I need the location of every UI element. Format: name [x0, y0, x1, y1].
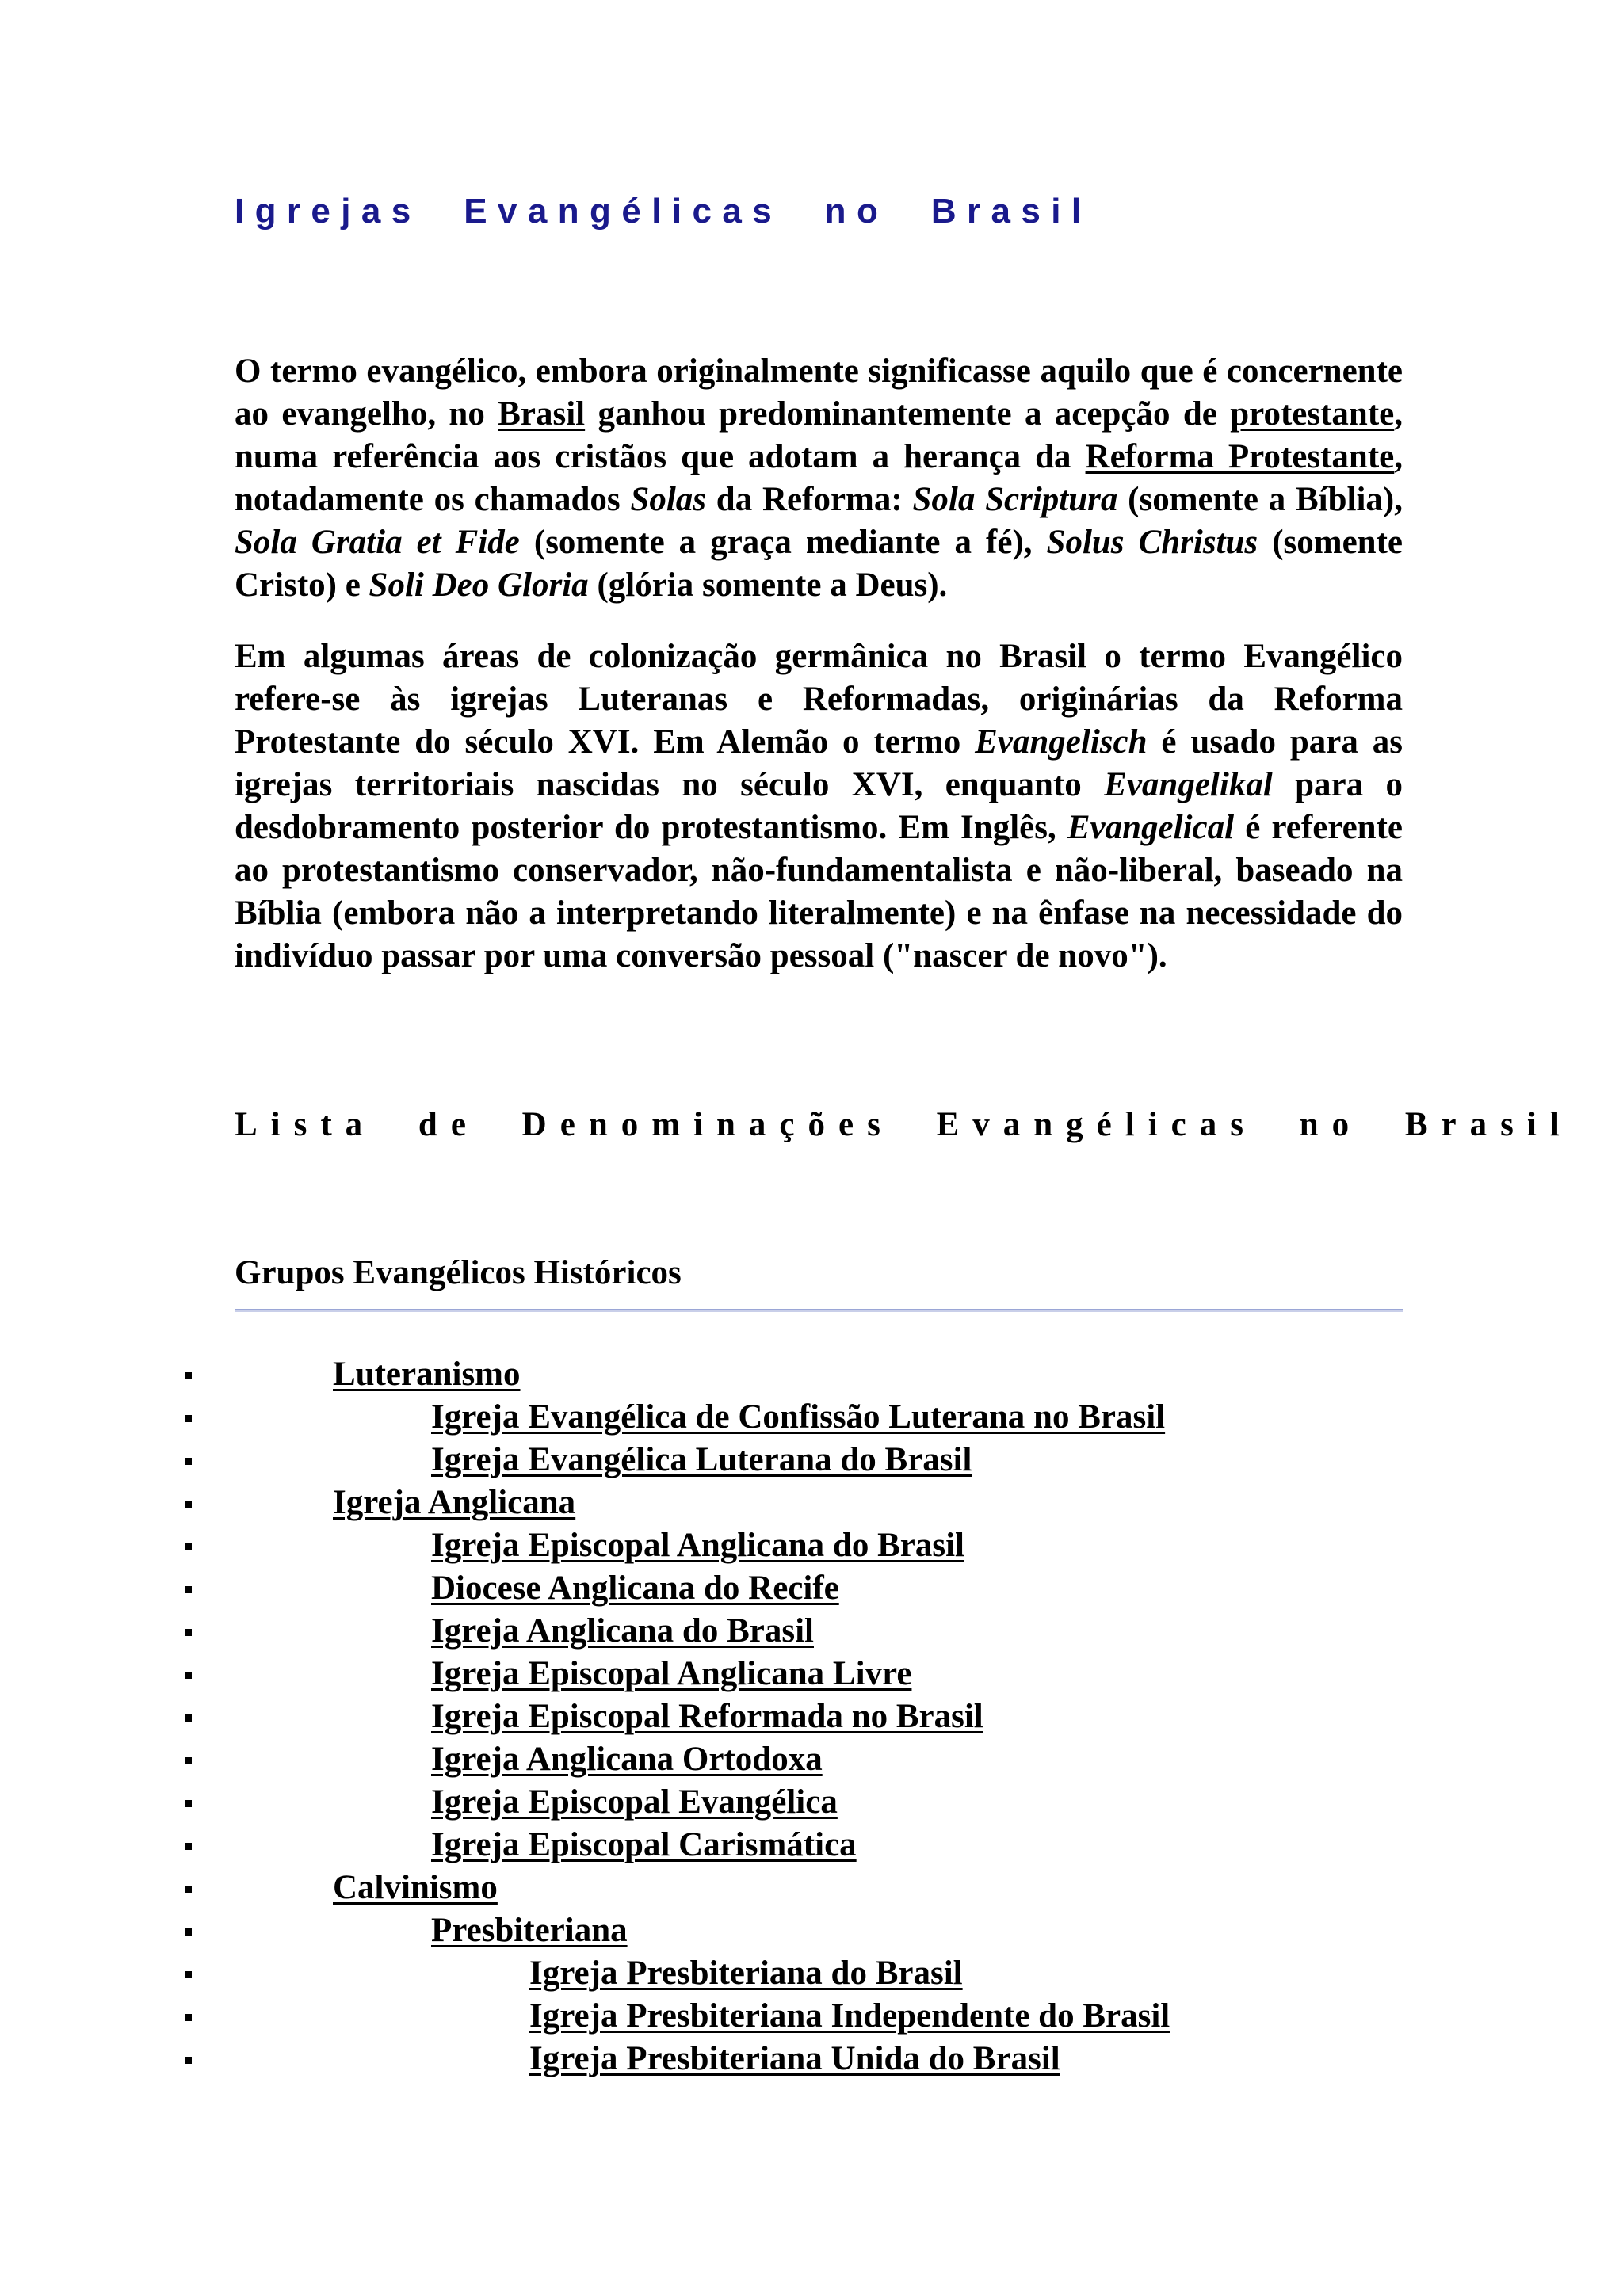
brasil-link[interactable]: Brasil	[498, 395, 586, 433]
intro-paragraph-2	[235, 635, 1403, 978]
square-bullet-icon	[185, 1757, 192, 1764]
square-bullet-icon	[185, 1714, 192, 1722]
square-bullet-icon	[185, 1458, 192, 1465]
denomination-link[interactable]: Igreja Presbiteriana do Brasil	[529, 1955, 963, 1992]
text-run: para o desdobramento posterior do protestantismo. Em Inglês,	[235, 766, 1403, 846]
denomination-link[interactable]: Igreja Presbiteriana Unida do Brasil	[529, 2040, 1060, 2077]
list-item	[0, 1738, 1623, 1781]
text-run: (somente a Bíblia),	[1117, 481, 1403, 518]
list-item	[0, 1653, 1623, 1695]
denomination-link[interactable]: Igreja Episcopal Anglicana Livre	[431, 1655, 912, 1692]
denomination-link[interactable]: Luteranismo	[333, 1356, 521, 1393]
italic-term-evangelikal: Evangelikal	[1104, 766, 1273, 803]
square-bullet-icon	[185, 2057, 192, 2064]
denomination-link[interactable]: Igreja Evangélica de Confissão Luterana no Brasil	[431, 1398, 1166, 1436]
square-bullet-icon	[185, 1415, 192, 1422]
italic-term-solas: Solas	[630, 481, 707, 518]
square-bullet-icon	[185, 1672, 192, 1679]
list-item	[0, 1524, 1623, 1567]
text-run: , notadamente os chamados	[235, 438, 1403, 518]
square-bullet-icon	[185, 2014, 192, 2021]
denomination-link[interactable]: Igreja Episcopal Reformada no Brasil	[431, 1698, 983, 1735]
text-run: é usado para as igrejas territoriais nascidas no século XVI, enquanto	[235, 723, 1403, 803]
list-item	[0, 1695, 1623, 1738]
protestante-link[interactable]: protestante	[1230, 395, 1395, 433]
italic-term-sola-scriptura: Sola Scriptura	[912, 481, 1118, 518]
square-bullet-icon	[185, 1886, 192, 1893]
square-bullet-icon	[185, 1800, 192, 1807]
group-heading: Grupos Evangélicos Históricos	[235, 1254, 682, 1291]
intro-section	[235, 350, 1403, 978]
list-item	[0, 1567, 1623, 1610]
page-title: Igrejas Evangélicas no Brasil	[235, 192, 1092, 231]
text-run: (somente Cristo) e	[235, 524, 1403, 604]
italic-term-sola-gratia: Sola Gratia et Fide	[235, 524, 520, 561]
denomination-link[interactable]: Diocese Anglicana do Recife	[431, 1569, 839, 1607]
square-bullet-icon	[185, 1586, 192, 1593]
italic-term-evangelical: Evangelical	[1067, 809, 1235, 846]
italic-term-evangelisch: Evangelisch	[975, 723, 1148, 761]
list-item	[0, 1396, 1623, 1439]
list-title: Lista de Denominações Evangélicas no Brasil	[235, 1106, 1573, 1143]
denomination-link[interactable]: Igreja Anglicana Ortodoxa	[431, 1741, 823, 1778]
denomination-link[interactable]: Calvinismo	[333, 1869, 498, 1906]
list-item	[0, 1781, 1623, 1824]
text-run: (somente a graça mediante a fé),	[519, 524, 1047, 561]
denomination-list	[0, 1353, 1623, 2081]
list-item	[0, 1909, 1623, 1952]
text-run: O termo evangélico, embora originalmente significasse aquilo que é concernente ao evangelho, no	[235, 353, 1403, 433]
italic-term-solus-christus: Solus Christus	[1046, 524, 1258, 561]
list-item	[0, 1867, 1623, 1909]
square-bullet-icon	[185, 1843, 192, 1850]
square-bullet-icon	[185, 1928, 192, 1936]
list-item	[0, 2038, 1623, 2081]
denomination-link[interactable]: Igreja Episcopal Evangélica	[431, 1783, 838, 1821]
list-item	[0, 1482, 1623, 1524]
square-bullet-icon	[185, 1971, 192, 1978]
denomination-link[interactable]: Igreja Presbiteriana Independente do Brasil	[529, 1997, 1170, 2035]
list-item	[0, 1353, 1623, 1396]
denomination-link[interactable]: Igreja Episcopal Carismática	[431, 1826, 857, 1863]
square-bullet-icon	[185, 1372, 192, 1379]
heading-divider	[235, 1309, 1403, 1312]
list-item	[0, 1610, 1623, 1653]
denomination-link[interactable]: Igreja Anglicana	[333, 1484, 576, 1521]
denomination-link[interactable]: Igreja Anglicana do Brasil	[431, 1612, 814, 1650]
text-run: é referente ao protestantismo conservador, não-fundamentalista e não-liberal, baseado na Bíblia (embora não a interpretando literalmente) e na ênfase na necessidade do indivíduo passar por uma conversão pessoal ("nascer de novo").	[235, 809, 1403, 974]
denomination-link[interactable]: Igreja Episcopal Anglicana do Brasil	[431, 1527, 964, 1564]
text-run: Em algumas áreas de colonização germânica no Brasil o termo Evangélico refere-se às igrejas Luteranas e Reformadas, originárias da Reforma Protestante do século XVI. Em Alemão o termo	[235, 638, 1403, 761]
italic-term-soli-deo-gloria: Soli Deo Gloria	[369, 566, 589, 604]
square-bullet-icon	[185, 1543, 192, 1550]
text-run: da Reforma:	[706, 481, 913, 518]
text-run: (glória somente a Deus).	[588, 566, 948, 604]
intro-paragraph-1	[235, 350, 1403, 607]
square-bullet-icon	[185, 1501, 192, 1508]
reforma-protestante-link[interactable]: Reforma Protestante	[1085, 438, 1395, 475]
denomination-link[interactable]: Igreja Evangélica Luterana do Brasil	[431, 1441, 972, 1478]
list-item	[0, 1439, 1623, 1482]
list-item	[0, 1952, 1623, 1995]
denomination-link[interactable]: Presbiteriana	[431, 1912, 628, 1949]
text-run: , numa referência aos cristãos que adotam a herança da	[235, 395, 1403, 475]
square-bullet-icon	[185, 1629, 192, 1636]
list-item	[0, 1995, 1623, 2038]
text-run: ganhou predominantemente a acepção de	[585, 395, 1231, 433]
list-item	[0, 1824, 1623, 1867]
